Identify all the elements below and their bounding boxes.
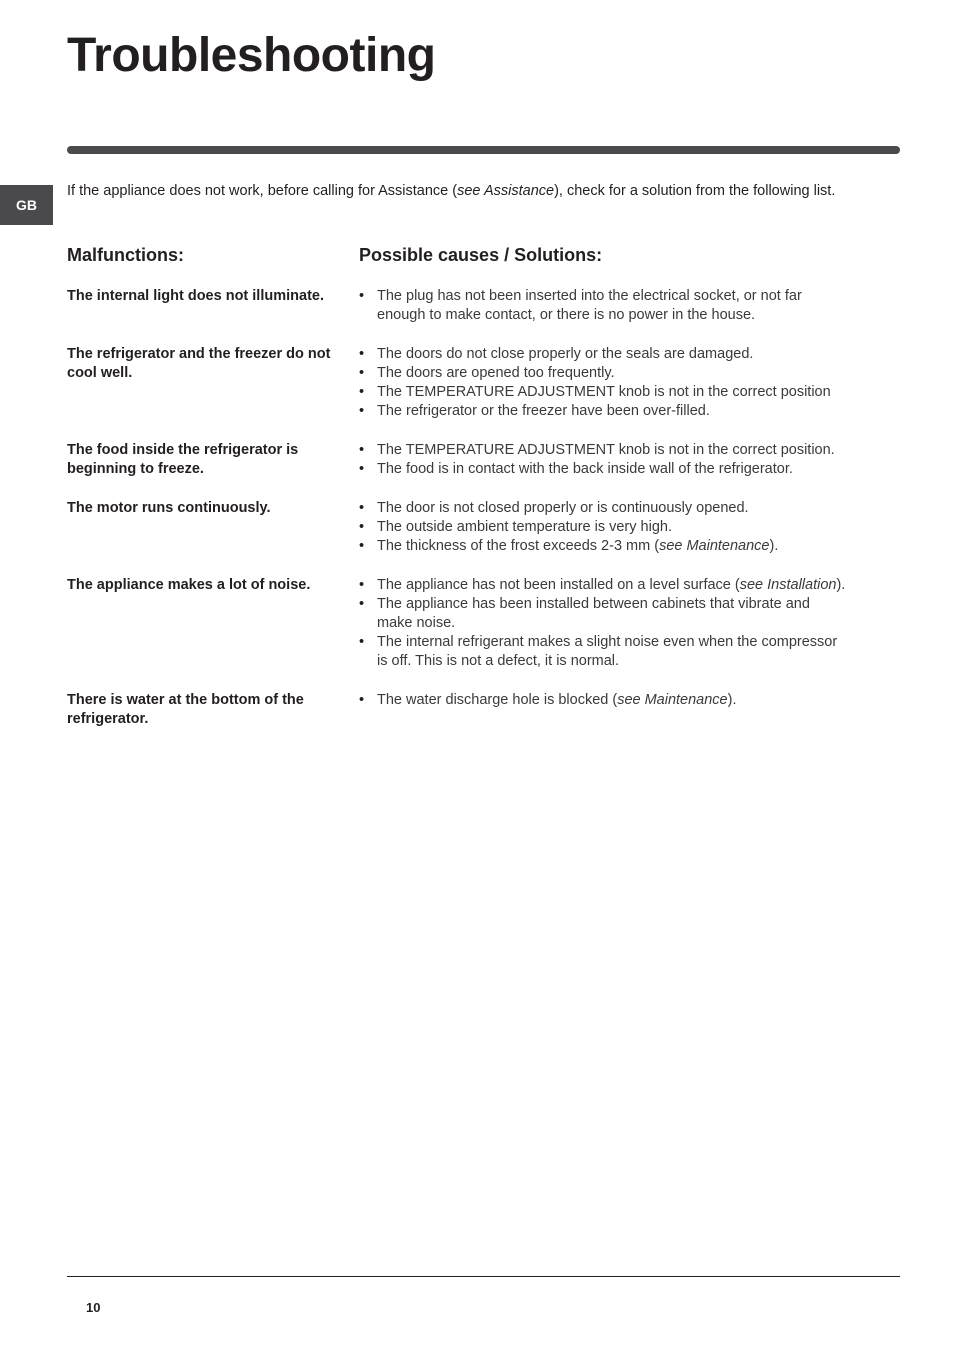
cause-item (359, 345, 849, 364)
footer-divider (67, 1276, 900, 1277)
cause-text: The door is not closed properly or is continuously opened. (377, 500, 749, 516)
causes-list (359, 287, 849, 325)
malfunction-label: The internal light does not illuminate. (67, 288, 324, 304)
causes-heading: Possible causes / Solutions: (359, 245, 603, 265)
cause-text: The food is in contact with the back inside wall of the refrigerator. (377, 461, 793, 477)
cause-item (359, 537, 849, 556)
page-title: Troubleshooting (67, 29, 436, 82)
cause-item (359, 364, 849, 383)
troubleshooting-row (67, 287, 867, 325)
cause-text: The plug has not been inserted into the electrical socket, or not far enough to make contact, or there is no power in the house. (377, 288, 802, 323)
malfunction-label: There is water at the bottom of the refrigerator. (67, 692, 304, 727)
cause-text-end: ). (727, 692, 737, 708)
cause-text-end: ). (769, 538, 779, 554)
cause-reference: see Maintenance (659, 538, 770, 554)
causes-list (359, 499, 849, 556)
troubleshooting-row (67, 691, 867, 729)
cause-item (359, 576, 849, 595)
troubleshooting-table (67, 287, 867, 749)
troubleshooting-row (67, 345, 867, 421)
cause-text: The appliance has been installed between cabinets that vibrate and make noise. (377, 596, 810, 631)
cause-text: The appliance has not been installed on a level surface ( (377, 577, 740, 593)
cause-reference: see Installation (739, 577, 837, 593)
intro-text-end: ), check for a solution from the following list. (554, 183, 836, 199)
cause-text: The refrigerator or the freezer have been over-filled. (377, 403, 710, 419)
cause-item (359, 499, 849, 518)
malfunctions-heading: Malfunctions: (67, 245, 184, 265)
malfunction-label: The motor runs continuously. (67, 500, 271, 516)
cause-text: The TEMPERATURE ADJUSTMENT knob is not in the correct position. (377, 442, 835, 458)
cause-item (359, 287, 849, 325)
causes-list (359, 345, 849, 421)
cause-text: The outside ambient temperature is very high. (377, 519, 672, 535)
causes-list (359, 441, 849, 479)
cause-text: The water discharge hole is blocked ( (377, 692, 618, 708)
troubleshooting-row (67, 441, 867, 479)
troubleshooting-row (67, 499, 867, 556)
cause-text: The internal refrigerant makes a slight noise even when the compressor is off. This is not a defect, it is normal. (377, 634, 838, 669)
cause-text: The thickness of the frost exceeds 2-3 mm ( (377, 538, 660, 554)
troubleshooting-row (67, 576, 867, 671)
cause-text: The doors are opened too frequently. (377, 365, 615, 381)
intro-text-start: If the appliance does not work, before calling for Assistance ( (67, 183, 458, 199)
cause-item (359, 691, 849, 710)
cause-text-end: ). (836, 577, 846, 593)
causes-list (359, 576, 849, 671)
cause-item (359, 595, 849, 633)
cause-item (359, 633, 849, 671)
malfunction-label: The refrigerator and the freezer do not cool well. (67, 346, 331, 381)
intro-paragraph (67, 182, 897, 201)
cause-text: The TEMPERATURE ADJUSTMENT knob is not in the correct position (377, 384, 831, 400)
cause-item (359, 383, 849, 402)
malfunction-label: The appliance makes a lot of noise. (67, 577, 311, 593)
intro-reference: see Assistance (457, 183, 555, 199)
cause-item (359, 460, 849, 479)
causes-list (359, 691, 849, 729)
cause-reference: see Maintenance (617, 692, 728, 708)
title-divider (67, 146, 900, 154)
malfunction-label: The food inside the refrigerator is beginning to freeze. (67, 442, 299, 477)
cause-item (359, 518, 849, 537)
cause-text: The doors do not close properly or the seals are damaged. (377, 346, 754, 362)
cause-item (359, 402, 849, 421)
page-number: 10 (86, 1300, 101, 1315)
cause-item (359, 441, 849, 460)
language-tab: GB (0, 185, 53, 225)
